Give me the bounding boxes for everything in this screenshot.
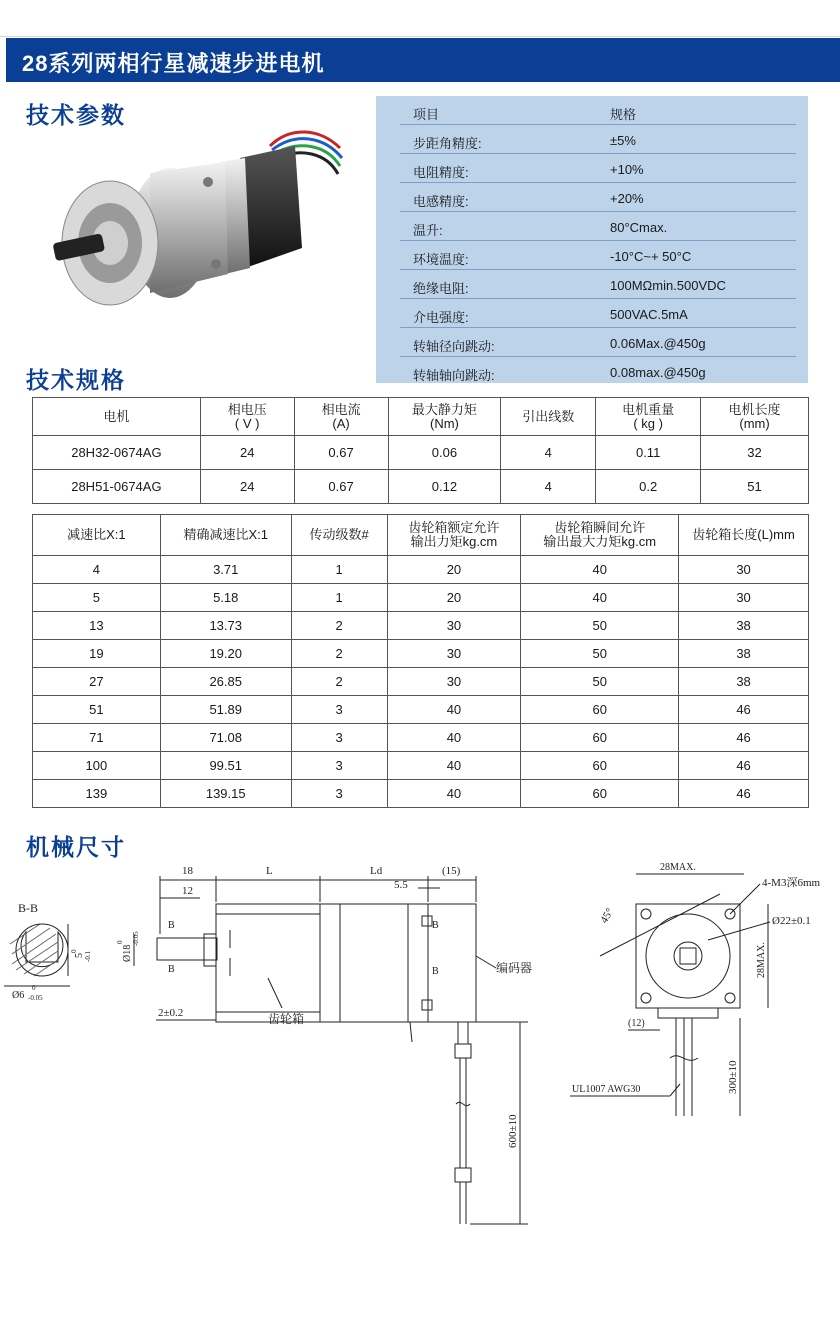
pilot-tol2-label: -0.05 xyxy=(132,931,140,946)
table-cell: 2 xyxy=(291,640,387,668)
b-mark-encoder-bottom: B xyxy=(432,966,439,977)
table-cell: 28H32-0674AG xyxy=(33,436,201,470)
header-text: 齿轮箱瞬间允许 xyxy=(554,520,646,535)
header-unit: ( V ) xyxy=(234,415,260,431)
section-label: B-B xyxy=(18,901,39,915)
header-text: 输出力矩kg.cm xyxy=(410,534,498,549)
table-cell: 51 xyxy=(701,470,809,504)
spec-key: 绝缘电阻: xyxy=(413,281,469,296)
table-cell: 24 xyxy=(200,436,294,470)
section-tech-specs: 技术规格 xyxy=(26,367,126,393)
motor-photo xyxy=(40,118,360,318)
header-text: 减速比X:1 xyxy=(67,527,126,542)
table-cell: 5 xyxy=(33,584,161,612)
table-cell: 3.71 xyxy=(160,556,291,584)
spec-value: 0.06Max.@450g xyxy=(610,336,706,351)
header-text: 最大静力矩 xyxy=(411,401,477,417)
table-cell: 20 xyxy=(387,556,521,584)
table-cell: 100 xyxy=(33,752,161,780)
table-row xyxy=(33,780,809,808)
table-cell: 32 xyxy=(701,436,809,470)
table-cell: 3 xyxy=(291,752,387,780)
motor-table xyxy=(32,397,809,504)
table-cell: 38 xyxy=(679,612,809,640)
dim-12: 12 xyxy=(182,885,193,897)
table-row xyxy=(33,612,809,640)
table-cell: 2 xyxy=(291,668,387,696)
spec-row xyxy=(376,241,808,270)
table-cell: 51.89 xyxy=(160,696,291,724)
spec-key: 电感精度: xyxy=(413,194,469,209)
table-cell: 3 xyxy=(291,696,387,724)
table-cell: 3 xyxy=(291,780,387,808)
page-title: 28系列两相行星减速步进电机 xyxy=(22,51,325,76)
shaft-dia-tol: 0 xyxy=(32,984,36,992)
lead-length2-label: 300±10 xyxy=(727,1060,739,1094)
table-cell: 0.67 xyxy=(294,470,388,504)
table-cell: 0.11 xyxy=(596,436,701,470)
table-cell: 40 xyxy=(521,584,679,612)
header-cell xyxy=(596,398,701,436)
table-cell: 0.2 xyxy=(596,470,701,504)
header-unit: (A) xyxy=(332,415,350,431)
table-cell: 40 xyxy=(387,724,521,752)
spec-value: -10°C~+ 50°C xyxy=(610,249,692,264)
table-cell: 13 xyxy=(33,612,161,640)
table-cell: 30 xyxy=(679,556,809,584)
header-cell xyxy=(387,515,521,556)
table-row xyxy=(33,640,809,668)
spec-row xyxy=(376,299,808,328)
spec-value: 80°Cmax. xyxy=(610,220,668,235)
flange-thk-label: 2±0.2 xyxy=(158,1007,184,1019)
table-cell: 5.18 xyxy=(160,584,291,612)
table-row xyxy=(33,668,809,696)
header-text: 电机 xyxy=(103,408,130,424)
header-cell xyxy=(291,515,387,556)
pilot-dia-label: Ø18 xyxy=(122,944,133,962)
dim-Ld: Ld xyxy=(370,865,383,877)
b-mark-top: B xyxy=(168,920,175,931)
table-cell: 99.51 xyxy=(160,752,291,780)
header-text: 电机重量 xyxy=(622,401,675,417)
flat-tol-label: 0 xyxy=(70,949,78,953)
shaft-dia-label: Ø6 xyxy=(12,990,25,1001)
dim-L: L xyxy=(266,865,273,877)
table-cell: 4 xyxy=(501,470,596,504)
table-row xyxy=(33,556,809,584)
header-cell xyxy=(501,398,596,436)
table-cell: 50 xyxy=(521,640,679,668)
spec-key: 温升: xyxy=(413,223,443,238)
spec-panel xyxy=(376,96,808,383)
table-cell: 46 xyxy=(679,780,809,808)
table-cell: 28H51-0674AG xyxy=(33,470,201,504)
wire-spec-label: UL1007 AWG30 xyxy=(572,1084,641,1095)
sq-size-label: 28MAX. xyxy=(660,862,696,873)
table-cell: 30 xyxy=(387,612,521,640)
header-text: 引出线数 xyxy=(522,408,575,424)
header-text: 输出最大力矩kg.cm xyxy=(543,534,657,549)
header-cell xyxy=(294,398,388,436)
gear-table-header xyxy=(33,515,809,556)
table-cell: 2 xyxy=(291,612,387,640)
table-cell: 40 xyxy=(387,696,521,724)
side-size-label: 28MAX. xyxy=(756,942,767,978)
table-row xyxy=(33,436,809,470)
header-text: 相电流 xyxy=(321,401,361,417)
encoder-label: 编码器 xyxy=(496,961,533,975)
spec-row xyxy=(376,125,808,154)
pilot-tol-label: 0 xyxy=(116,940,124,944)
table-cell: 0.67 xyxy=(294,436,388,470)
spec-value: ±5% xyxy=(610,133,636,148)
b-mark-bottom: B xyxy=(168,964,175,975)
table-cell: 40 xyxy=(387,780,521,808)
dim-18: 18 xyxy=(182,865,193,877)
title-bar xyxy=(6,38,840,82)
header-text: 电机长度 xyxy=(728,401,781,417)
boss-dia-label: Ø22±0.1 xyxy=(772,915,811,927)
flat-dim-label: 5 xyxy=(74,953,85,958)
dim-15: (15) xyxy=(442,865,461,877)
table-cell: 60 xyxy=(521,752,679,780)
mechanical-drawing xyxy=(0,858,840,1278)
table-cell: 4 xyxy=(501,436,596,470)
angle-label: 45° xyxy=(598,906,617,926)
spec-header-item: 项目 xyxy=(413,107,440,122)
holes-label: 4-M3深6mm xyxy=(762,877,821,889)
spec-row xyxy=(376,270,808,299)
spec-value: +10% xyxy=(610,162,644,177)
table-cell: 38 xyxy=(679,668,809,696)
table-cell: 40 xyxy=(521,556,679,584)
spec-header-value: 规格 xyxy=(610,107,637,122)
header-text: 齿轮箱长度(L)mm xyxy=(692,527,795,542)
table-cell: 60 xyxy=(521,724,679,752)
table-row xyxy=(33,584,809,612)
header-cell xyxy=(521,515,679,556)
table-cell: 50 xyxy=(521,668,679,696)
spec-key: 转轴轴向跳动: xyxy=(413,368,495,383)
header-text: 传动级数# xyxy=(309,527,369,542)
flat-tol2-label: -0.1 xyxy=(84,950,92,962)
header-cell xyxy=(200,398,294,436)
table-cell: 24 xyxy=(200,470,294,504)
header-unit: (mm) xyxy=(739,415,770,431)
section-tech-params: 技术参数 xyxy=(26,102,126,128)
spec-row xyxy=(376,183,808,212)
table-cell: 139.15 xyxy=(160,780,291,808)
table-cell: 71 xyxy=(33,724,161,752)
spec-header-row xyxy=(376,96,808,125)
spec-key: 介电强度: xyxy=(413,310,469,325)
table-row xyxy=(33,470,809,504)
spec-row xyxy=(376,328,808,357)
table-cell: 1 xyxy=(291,584,387,612)
table-cell: 20 xyxy=(387,584,521,612)
spec-row xyxy=(376,212,808,241)
table-cell: 0.06 xyxy=(388,436,501,470)
table-cell: 19.20 xyxy=(160,640,291,668)
table-cell: 71.08 xyxy=(160,724,291,752)
table-cell: 46 xyxy=(679,752,809,780)
table-cell: 27 xyxy=(33,668,161,696)
table-cell: 0.12 xyxy=(388,470,501,504)
spec-value: 0.08max.@450g xyxy=(610,365,706,380)
page-top-frame xyxy=(0,0,840,37)
lead-length-label: 600±10 xyxy=(507,1114,519,1148)
table-cell: 46 xyxy=(679,724,809,752)
header-unit: (Nm) xyxy=(429,415,459,431)
b-mark-encoder-top: B xyxy=(432,920,439,931)
spec-value: 100MΩmin.500VDC xyxy=(610,278,726,293)
table-cell: 139 xyxy=(33,780,161,808)
table-row xyxy=(33,724,809,752)
table-cell: 13.73 xyxy=(160,612,291,640)
table-cell: 40 xyxy=(387,752,521,780)
table-cell: 60 xyxy=(521,696,679,724)
header-text: 精确减速比X:1 xyxy=(183,527,268,542)
header-cell xyxy=(160,515,291,556)
header-text: 相电压 xyxy=(227,401,267,417)
header-cell xyxy=(701,398,809,436)
table-cell: 26.85 xyxy=(160,668,291,696)
header-text: 齿轮箱额定允许 xyxy=(408,520,500,535)
table-cell: 60 xyxy=(521,780,679,808)
table-row xyxy=(33,696,809,724)
table-cell: 3 xyxy=(291,724,387,752)
spec-key: 转轴径向跳动: xyxy=(413,339,495,354)
motor-table-header xyxy=(33,398,809,436)
dim-5-5: 5.5 xyxy=(394,879,408,891)
spec-row xyxy=(376,357,808,386)
header-cell xyxy=(33,515,161,556)
table-cell: 51 xyxy=(33,696,161,724)
spec-value: +20% xyxy=(610,191,644,206)
table-cell: 46 xyxy=(679,696,809,724)
header-cell xyxy=(388,398,501,436)
header-unit: ( kg ) xyxy=(633,415,663,431)
spec-key: 步距角精度: xyxy=(413,136,482,151)
gear-table xyxy=(32,514,809,808)
spec-key: 电阻精度: xyxy=(413,165,469,180)
table-cell: 19 xyxy=(33,640,161,668)
table-cell: 4 xyxy=(33,556,161,584)
shaft-dia-tol2: -0.05 xyxy=(28,994,43,1002)
header-cell xyxy=(33,398,201,436)
table-cell: 30 xyxy=(387,640,521,668)
section-mech-dims: 机械尺寸 xyxy=(26,834,126,860)
table-cell: 50 xyxy=(521,612,679,640)
table-cell: 30 xyxy=(679,584,809,612)
table-cell: 1 xyxy=(291,556,387,584)
table-cell: 38 xyxy=(679,640,809,668)
header-cell xyxy=(679,515,809,556)
spec-value: 500VAC.5mA xyxy=(610,307,688,322)
spec-row xyxy=(376,154,808,183)
gearbox-label: 齿轮箱 xyxy=(268,1012,305,1026)
table-cell: 30 xyxy=(387,668,521,696)
dim-12b-label: (12) xyxy=(628,1018,645,1029)
spec-key: 环境温度: xyxy=(413,252,469,267)
table-row xyxy=(33,752,809,780)
